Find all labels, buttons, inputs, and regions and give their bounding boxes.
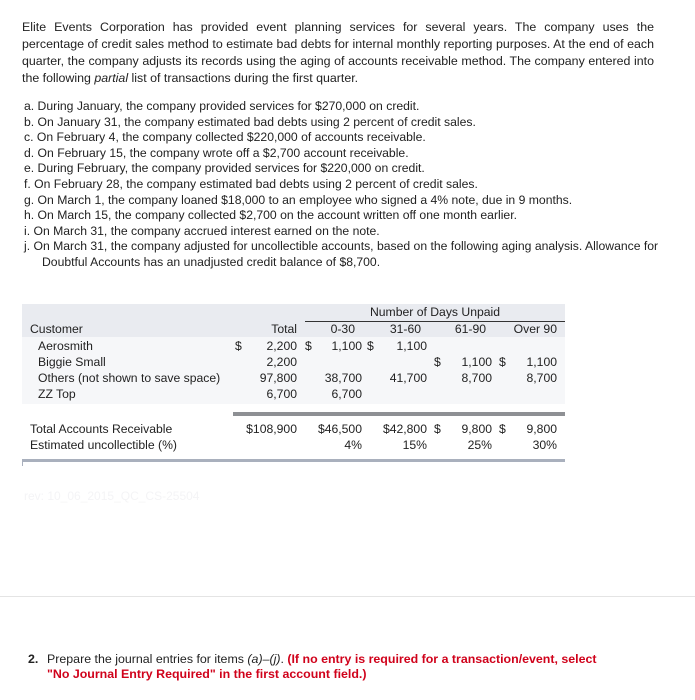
transaction-item: f. On February 28, the company estimated bad debts using 2 percent of credit sales.	[24, 176, 478, 191]
cell-value: 9,800	[461, 422, 492, 436]
cell-61-90	[434, 370, 492, 386]
cell-over-90	[499, 338, 557, 354]
cell-over-90	[499, 354, 557, 370]
cell-total	[235, 421, 297, 437]
table-row	[22, 354, 565, 370]
question-text-end: .	[280, 652, 288, 666]
cell-value: 6,700	[331, 387, 362, 401]
cell-0-30	[305, 437, 362, 453]
cell-0-30	[305, 338, 362, 354]
transaction-item: a. During January, the company provided services for $270,000 on credit.	[24, 99, 420, 113]
transaction-item: c. On February 4, the company collected $220,000 of accounts receivable.	[24, 130, 426, 145]
cell-value: 15%	[402, 438, 427, 452]
row-label: Estimated uncollectible (%)	[30, 438, 177, 452]
cell-31-60	[367, 437, 427, 453]
section-divider	[0, 596, 695, 597]
cell-value: 1,100	[331, 339, 362, 353]
cell-value: 1,100	[396, 339, 427, 353]
table-bottom-bar	[22, 459, 565, 462]
cell-value: $108,900	[246, 422, 297, 436]
cell-value: 2,200	[266, 355, 297, 369]
dollar-sign: $	[434, 422, 441, 436]
header-61-90: 61-90	[454, 322, 486, 336]
cell-31-60	[367, 338, 427, 354]
cell-total	[235, 354, 297, 370]
intro-text: Elite Events Corporation has provided event planning services for several years. The company uses the percentage of credit sales method to estimate bad debts for internal monthly reporting purposes. At the end of each quarter, the company adjusts its records using the aging of accounts receivable method. The company entered into the following	[22, 20, 654, 85]
row-label: Aerosmith	[38, 339, 93, 353]
dollar-sign: $	[434, 355, 441, 369]
cell-61-90	[434, 354, 492, 370]
question-instruction: (If no entry is required for a transaction/event, select	[287, 652, 597, 666]
cell-value: 97,800	[259, 371, 297, 385]
cell-over-90	[499, 437, 557, 453]
cell-total	[235, 370, 297, 386]
transaction-item: e. During February, the company provided services for $220,000 on credit.	[24, 161, 425, 176]
question-instruction-line2: "No Journal Entry Required" in the first account field.)	[47, 667, 367, 681]
row-label: Total Accounts Receivable	[30, 422, 173, 436]
transaction-item: d. On February 15, the company wrote off a $2,700 account receivable.	[24, 145, 409, 160]
total-separator	[233, 412, 565, 416]
cell-value: 2,200	[266, 339, 297, 353]
question-2	[28, 652, 668, 682]
transaction-item: i. On March 31, the company accrued interest earned on the note.	[24, 223, 380, 238]
table-row	[22, 386, 565, 402]
cell-value: 1,100	[461, 355, 492, 369]
column-header-row	[22, 321, 565, 337]
row-label: Others (not shown to save space)	[38, 371, 221, 385]
cell-value: 8,700	[526, 371, 557, 385]
intro-text-end: list of transactions during the first quarter.	[128, 71, 359, 85]
problem-intro	[22, 19, 654, 87]
cell-0-30	[305, 370, 362, 386]
cell-value: $42,800	[382, 422, 427, 436]
question-range: (a)–(j)	[247, 652, 281, 666]
cell-over-90	[499, 421, 557, 437]
cell-0-30	[305, 386, 362, 402]
cell-31-60	[367, 386, 427, 402]
row-label: Biggie Small	[38, 355, 106, 369]
transaction-item: j. On March 31, the company adjusted for uncollectible accounts, based on the following aging analysis. Allowance for Doubtful Accounts has an unadjusted credit balance of $8,700.	[24, 239, 659, 269]
transaction-list	[24, 99, 664, 271]
header-total: Total	[271, 322, 297, 336]
percent-row	[22, 437, 565, 453]
days-unpaid-header: Number of Days Unpaid	[369, 305, 501, 319]
table-row	[22, 370, 565, 386]
header-0-30: 0-30	[330, 322, 355, 336]
transaction-item: h. On March 15, the company collected $2,700 on the account written off one month earlier.	[24, 208, 517, 223]
cell-61-90	[434, 421, 492, 437]
header-31-60: 31-60	[389, 322, 421, 336]
cell-total	[235, 386, 297, 402]
cell-value: 9,800	[526, 422, 557, 436]
cell-31-60	[367, 421, 427, 437]
cell-value: 4%	[344, 438, 362, 452]
cell-value: 1,100	[526, 355, 557, 369]
cell-31-60	[367, 370, 427, 386]
dollar-sign: $	[235, 339, 242, 353]
question-number: 2.	[28, 652, 39, 666]
cell-over-90	[499, 386, 557, 402]
cell-value: 8,700	[461, 371, 492, 385]
cell-value: 38,700	[324, 371, 362, 385]
cell-31-60	[367, 354, 427, 370]
header-over-90: Over 90	[513, 322, 557, 336]
cell-over-90	[499, 370, 557, 386]
cell-0-30	[305, 421, 362, 437]
revision-watermark: rev: 10_06_2015_QC_CS-25504	[24, 489, 200, 503]
transaction-item: b. On January 31, the company estimated bad debts using 2 percent of credit sales.	[24, 114, 476, 129]
cell-value: 25%	[467, 438, 492, 452]
cell-total	[235, 338, 297, 354]
dollar-sign: $	[499, 355, 506, 369]
question-text: Prepare the journal entries for items	[47, 652, 248, 666]
cell-61-90	[434, 338, 492, 354]
table-bottom-tick	[22, 459, 23, 466]
header-customer: Customer	[30, 322, 83, 336]
cell-total	[235, 437, 297, 453]
cell-value: 6,700	[266, 387, 297, 401]
cell-61-90	[434, 386, 492, 402]
row-label: ZZ Top	[38, 387, 76, 401]
intro-italic: partial	[94, 71, 129, 85]
cell-value: $46,500	[317, 422, 362, 436]
cell-61-90	[434, 437, 492, 453]
cell-value: 30%	[532, 438, 557, 452]
transaction-item: g. On March 1, the company loaned $18,000 to an employee who signed a 4% note, due in 9 months.	[24, 192, 573, 207]
total-row	[22, 421, 565, 437]
dollar-sign: $	[499, 422, 506, 436]
table-row	[22, 338, 565, 354]
dollar-sign: $	[367, 339, 374, 353]
dollar-sign: $	[305, 339, 312, 353]
cell-value: 41,700	[389, 371, 427, 385]
cell-0-30	[305, 354, 362, 370]
